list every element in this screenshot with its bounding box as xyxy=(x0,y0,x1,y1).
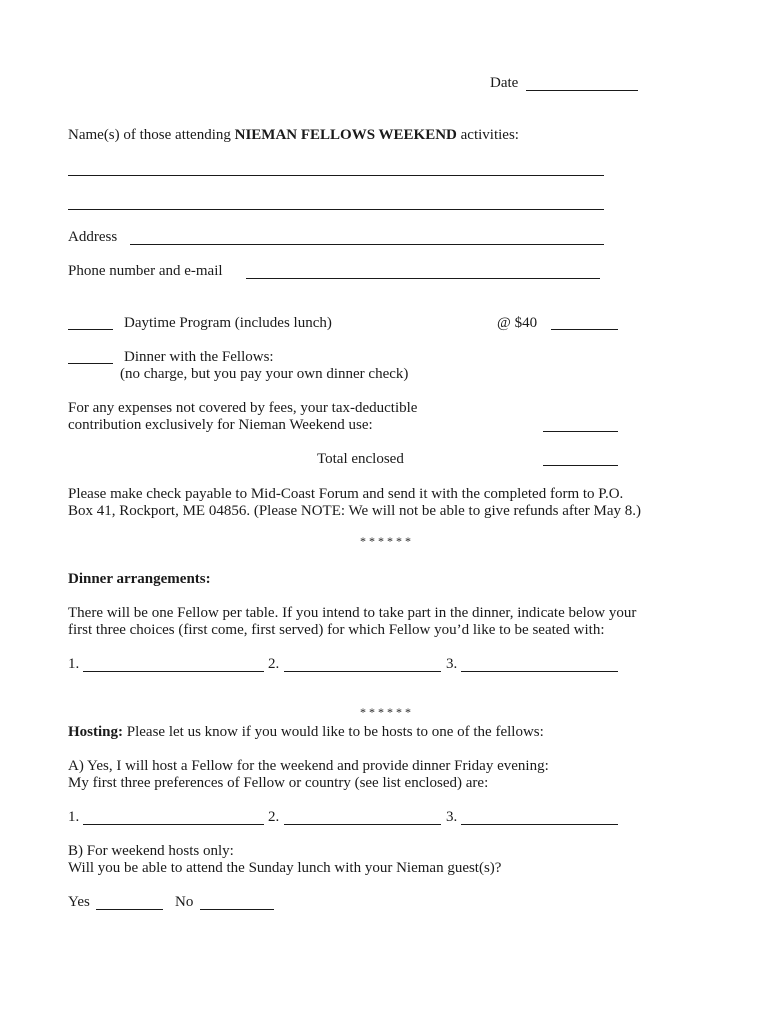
daytime-amount-field[interactable] xyxy=(551,329,618,330)
hosting-intro: Hosting: Please let us know if you would like to be hosts to one of the fellows: xyxy=(68,724,544,740)
payment-line-2: Box 41, Rockport, ME 04856. (Please NOTE: We will not be able to give refunds after May 8.) xyxy=(68,503,641,519)
host-choice-2-field[interactable] xyxy=(284,824,441,825)
dinner-choice-number-2: 2. xyxy=(268,656,280,672)
expenses-line-1: For any expenses not covered by fees, your tax-deductible xyxy=(68,400,418,416)
phone-label: Phone number and e-mail xyxy=(68,263,223,279)
hosting-a-line-1: A) Yes, I will host a Fellow for the weekend and provide dinner Friday evening: xyxy=(68,758,549,774)
host-choice-1-field[interactable] xyxy=(83,824,264,825)
dinner-arr-line-1: There will be one Fellow per table. If you intend to take part in the dinner, indicate below your xyxy=(68,605,637,621)
host-choice-number-2: 2. xyxy=(268,809,280,825)
hosting-a-line-2: My first three preferences of Fellow or country (see list enclosed) are: xyxy=(68,775,489,791)
expenses-line-2: contribution exclusively for Nieman Weekend use: xyxy=(68,417,373,433)
dinner-choice-number-1: 1. xyxy=(68,656,80,672)
dinner-arrangements-heading: Dinner arrangements: xyxy=(68,571,211,587)
daytime-price: @ $40 xyxy=(497,315,538,331)
host-choice-number-3: 3. xyxy=(446,809,458,825)
hosting-b-line-2: Will you be able to attend the Sunday lunch with your Nieman guest(s)? xyxy=(68,860,502,876)
host-choice-3-field[interactable] xyxy=(461,824,618,825)
yes-field[interactable] xyxy=(96,909,163,910)
dinner-label: Dinner with the Fellows: xyxy=(124,349,274,365)
yes-label: Yes xyxy=(68,894,90,910)
payment-line-1: Please make check payable to Mid-Coast Forum and send it with the completed form to P.O. xyxy=(68,486,624,502)
dinner-choice-2-field[interactable] xyxy=(284,671,441,672)
dinner-arr-line-2: first three choices (first come, first served) for which Fellow you’d like to be seated with: xyxy=(68,622,605,638)
names-field-2[interactable] xyxy=(68,209,604,210)
address-field[interactable] xyxy=(130,244,604,245)
date-label: Date xyxy=(490,75,519,91)
names-heading: Name(s) of those attending NIEMAN FELLOWS WEEKEND activities: xyxy=(68,127,519,143)
dinner-choice-1-field[interactable] xyxy=(83,671,264,672)
contribution-field[interactable] xyxy=(543,431,618,432)
no-field[interactable] xyxy=(200,909,274,910)
dinner-note: (no charge, but you pay your own dinner check) xyxy=(120,366,409,382)
no-label: No xyxy=(175,894,194,910)
separator-1: * * * * * * xyxy=(360,534,411,548)
dinner-choice-3-field[interactable] xyxy=(461,671,618,672)
daytime-label: Daytime Program (includes lunch) xyxy=(124,315,332,331)
total-field[interactable] xyxy=(543,465,618,466)
date-field[interactable] xyxy=(526,90,638,91)
phone-email-field[interactable] xyxy=(246,278,600,279)
names-field-1[interactable] xyxy=(68,175,604,176)
separator-2: * * * * * * xyxy=(360,705,411,719)
address-label: Address xyxy=(68,229,118,245)
daytime-count-field[interactable] xyxy=(68,329,113,330)
total-label: Total enclosed xyxy=(317,451,404,467)
dinner-choice-number-3: 3. xyxy=(446,656,458,672)
host-choice-number-1: 1. xyxy=(68,809,80,825)
dinner-count-field[interactable] xyxy=(68,363,113,364)
hosting-b-line-1: B) For weekend hosts only: xyxy=(68,843,234,859)
